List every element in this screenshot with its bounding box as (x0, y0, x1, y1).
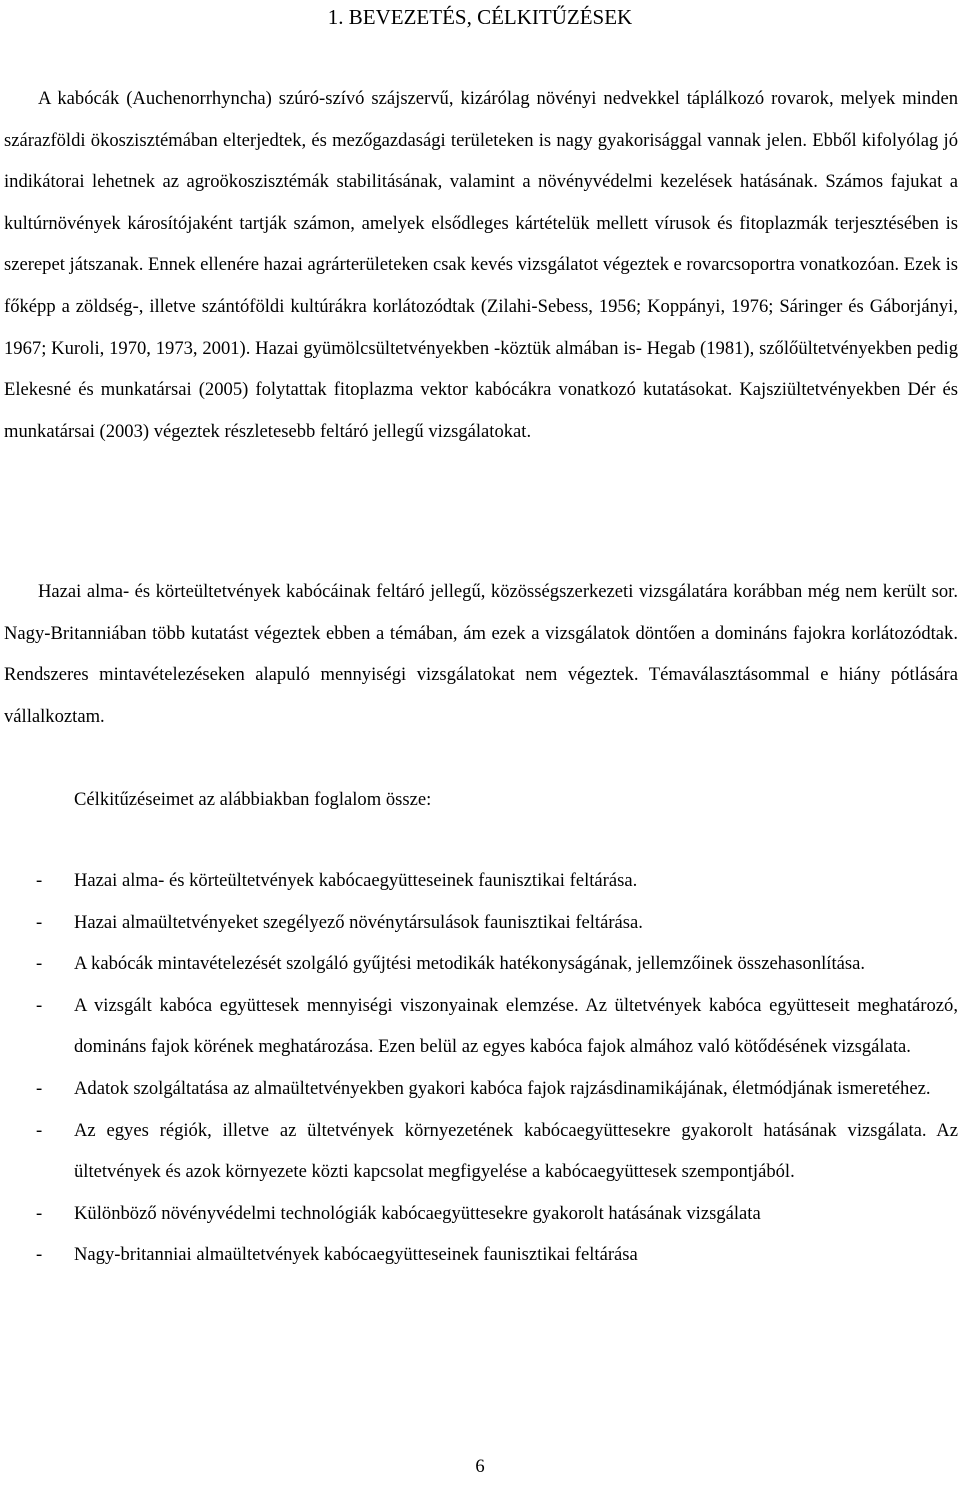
goal-text: Hazai alma- és körteültetvények kabócaegyütteseinek faunisztikai feltárása. (74, 870, 638, 891)
page-title: 1. BEVEZETÉS, CÉLKITŰZÉSEK (327, 5, 633, 29)
list-item (4, 985, 958, 1068)
paragraph-motivation: Hazai alma- és körteültetvények kabócáinak feltáró jellegű, közösségszerkezeti vizsgálatára korábban még nem került sor. Nagy-Britanniában több kutatást végeztek ebben a témában, ám ezek a vizsgálatok döntően a domináns fajokra korlátozódtak. Rendszeres mintavételezéseken alapuló mennyiségi vizsgálatokat nem végeztek. Témaválasztásommal e hiány pótlására vállalkoztam. (4, 581, 958, 727)
goal-text: Adatok szolgáltatása az almaültetvényekben gyakori kabóca fajok rajzásdinamikájának, életmódjának ismeretéhez. (74, 1077, 931, 1099)
list-dash: - (36, 1077, 43, 1099)
goal-text: Nagy-britanniai almaültetvények kabócaegyütteseinek faunisztikai feltárása (74, 1244, 638, 1266)
goals-list (4, 860, 958, 1276)
list-item (4, 1193, 958, 1235)
list-dash: - (36, 953, 43, 975)
list-dash: - (36, 1202, 43, 1224)
list-dash: - (36, 1119, 43, 1141)
list-dash: - (36, 870, 43, 891)
goal-text: Hazai almaültetvényeket szegélyező növénytársulások faunisztikai feltárása. (74, 911, 643, 933)
list-item (4, 902, 958, 944)
goals-intro: Célkitűzéseimet az alábbiakban foglalom össze: (74, 789, 432, 810)
goal-text: A vizsgált kabóca együttesek mennyiségi viszonyainak elemzése. Az ültetvények kabóca együtteseit meghatározó, domináns fajok körének meghatározása. Ezen belül az egyes kabóca fajok almához való kötődésének vizsgálata. (74, 994, 958, 1058)
list-dash: - (36, 1244, 43, 1266)
goal-text: Az egyes régiók, illetve az ültetvények környezetének kabócaegyüttesekre gyakorolt hatásának vizsgálata. Az ültetvények és azok környezete közti kapcsolat megfigyelése a kabócaegyüttesek szempontjából. (74, 1119, 958, 1183)
list-dash: - (36, 994, 43, 1016)
goal-text: Különböző növényvédelmi technológiák kabócaegyüttesekre gyakorolt hatásának vizsgálata (74, 1202, 761, 1224)
goal-text: A kabócák mintavételezését szolgáló gyűjtési metodikák hatékonyságának, jellemzőinek összehasonlítása. (74, 953, 866, 975)
paragraph-introduction: A kabócák (Auchenorrhyncha) szúró-szívó szájszervű, kizárólag növényi nedvekkel táplálkozó rovarok, melyek minden szárazföldi ökoszisztémában elterjedtek, és mezőgazdasági területeken is nagy gyakorisággal vannak jelen. Ebből kifolyólag jó indikátorai lehetnek az agroökoszisztémák stabilitásának, valamint a növényvédelmi kezelések hatásának. Számos fajukat a kultúrnövények károsítójaként tartják számon, amelyek elsődleges kártételük mellett vírusok és fitoplazmák terjesztésében is szerepet játszanak. Ennek ellenére hazai agrárterületeken csak kevés vizsgálatot végeztek e rovarcsoportra vonatkozóan. Ezek is főképp a zöldség-, illetve szántóföldi kultúrákra korlátozódtak (Zilahi-Sebess, 1956; Koppányi, 1976; Sáringer és Gáborjányi, 1967; Kuroli, 1970, 1973, 2001). Hazai gyümölcsültetvényekben -köztük almában is- Hegab (1981), szőlőültetvényekben pedig Elekesné és munkatársai (2005) folytattak fitoplazma vektor kabócákra vonatkozó kutatásokat. Kajsziültetvényekben Dér és munkatársai (2003) végeztek részletesebb feltáró jellegű vizsgálatokat. (4, 88, 959, 442)
page-number: 6 (475, 1456, 485, 1477)
list-item (4, 860, 958, 902)
list-item (4, 1110, 958, 1193)
list-item (4, 1068, 958, 1110)
list-dash: - (36, 911, 43, 933)
list-item (4, 1234, 958, 1276)
list-item (4, 943, 958, 985)
